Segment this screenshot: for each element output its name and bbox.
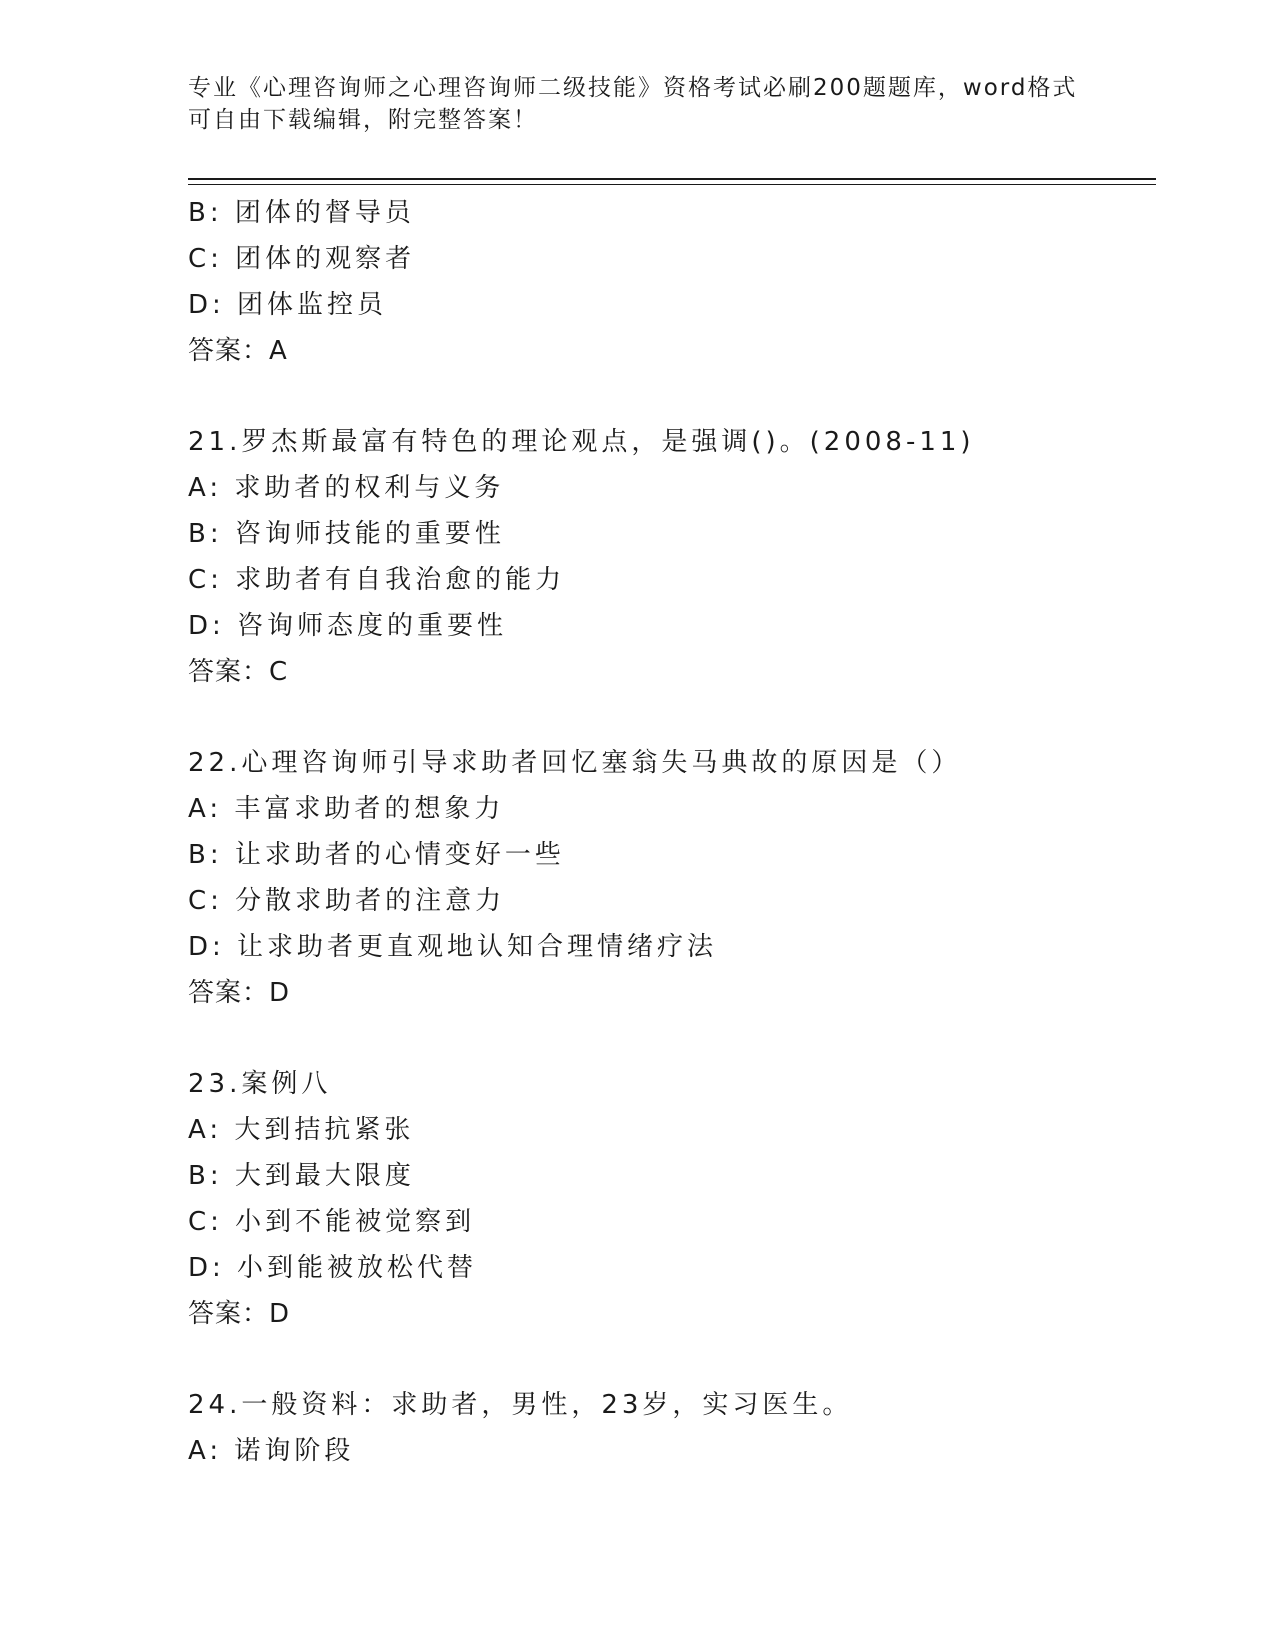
option-d: D: 让求助者更直观地认知合理情绪疗法 (188, 932, 718, 962)
option-b: B: 大到最大限度 (188, 1161, 415, 1191)
document-header (188, 72, 1088, 136)
option-c: C: 团体的观察者 (188, 244, 416, 274)
answer-label: 答案：C (188, 657, 289, 687)
option-c: C: 求助者有自我治愈的能力 (188, 565, 566, 595)
option-a: A: 求助者的权利与义务 (188, 473, 505, 503)
option-a: A: 丰富求助者的想象力 (188, 794, 505, 824)
option-d: D: 咨询师态度的重要性 (188, 611, 508, 641)
option-b: B: 让求助者的心情变好一些 (188, 840, 565, 870)
question-stem: 23.案例八 (188, 1069, 332, 1099)
option-b: B: 团体的督导员 (188, 198, 415, 228)
question-stem: 21.罗杰斯最富有特色的理论观点，是强调()。(2008-11) (188, 427, 975, 457)
header-divider-thick (188, 178, 1156, 180)
question-stem: 24.一般资料：求助者，男性，23岁，实习医生。 (188, 1390, 853, 1420)
question-block-21 (188, 419, 1148, 695)
header-line-2: 可自由下载编辑，附完整答案！ (188, 107, 538, 133)
option-c: C: 小到不能被觉察到 (188, 1207, 476, 1237)
answer-label: 答案：D (188, 1299, 291, 1329)
header-line-1: 专业《心理咨询师之心理咨询师二级技能》资格考试必刷200题题库，word格式 (188, 75, 1078, 101)
option-c: C: 分散求助者的注意力 (188, 886, 506, 916)
header-divider-thin (188, 184, 1156, 185)
answer-label: 答案：A (188, 336, 288, 366)
question-block-24 (188, 1382, 1148, 1474)
option-a: A: 诺询阶段 (188, 1436, 355, 1466)
question-block-partial (188, 190, 1148, 374)
option-d: D: 小到能被放松代替 (188, 1253, 478, 1283)
question-list (188, 190, 1148, 1474)
option-d: D: 团体监控员 (188, 290, 388, 320)
question-block-22 (188, 740, 1148, 1016)
question-stem: 22.心理咨询师引导求助者回忆塞翁失马典故的原因是（） (188, 748, 962, 778)
option-a: A: 大到拮抗紧张 (188, 1115, 415, 1145)
answer-label: 答案：D (188, 978, 291, 1008)
question-block-23 (188, 1061, 1148, 1337)
option-b: B: 咨询师技能的重要性 (188, 519, 505, 549)
